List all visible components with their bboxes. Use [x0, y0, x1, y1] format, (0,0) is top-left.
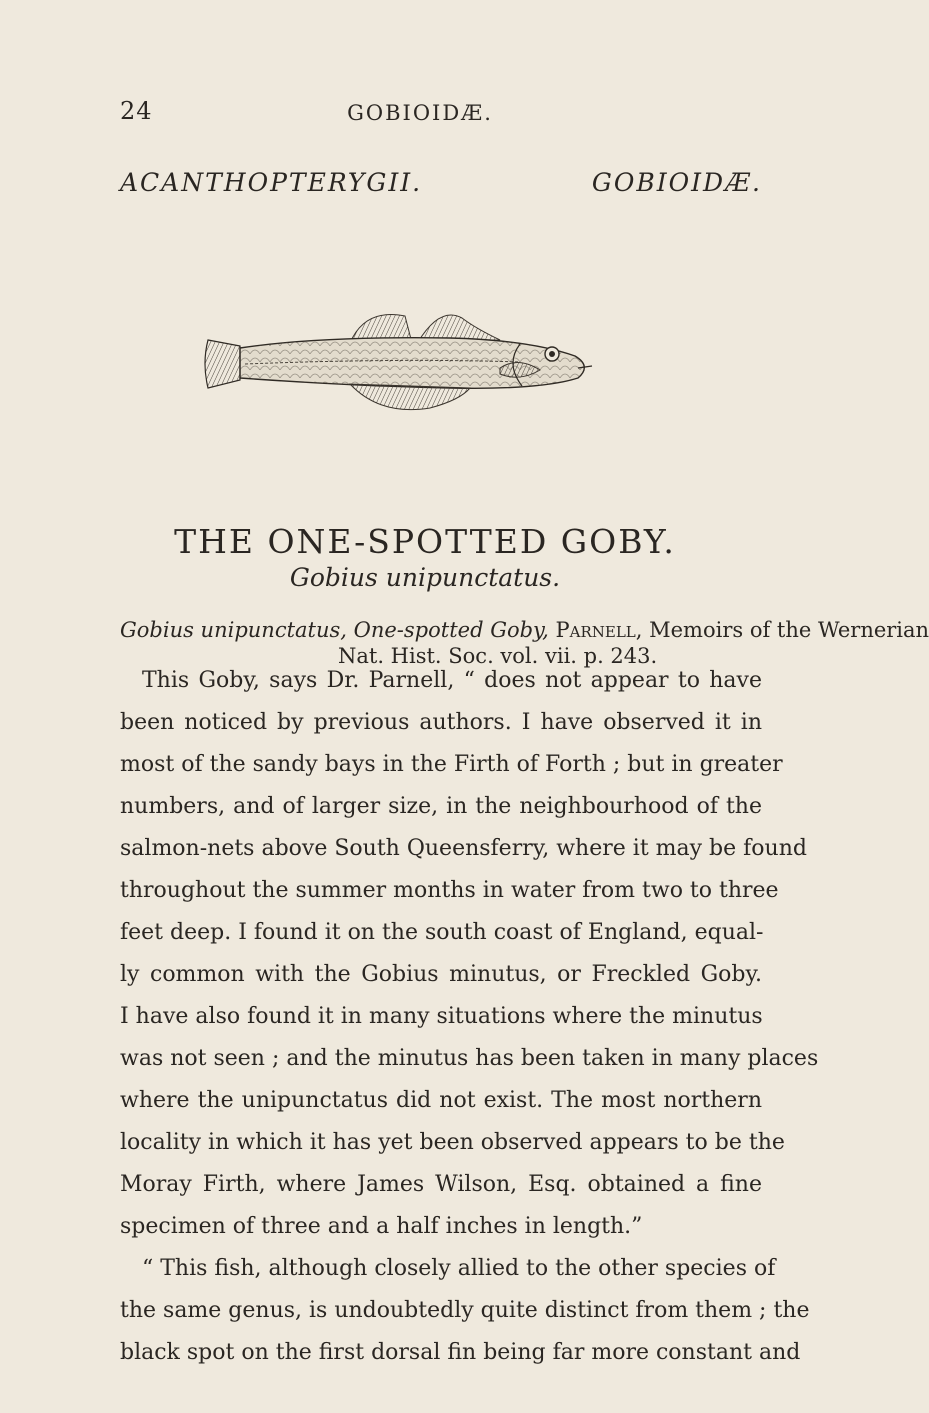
body-line: “ This fish, although closely allied to the other species of	[142, 1256, 776, 1281]
body-line: been noticed by previous authors. I have observed it in	[120, 710, 762, 735]
citation-common: One-spotted Goby,	[353, 618, 549, 642]
body-line: most of the sandy bays in the Firth of Forth ; but in greater	[120, 752, 783, 777]
body-line: Moray Firth, where James Wilson, Esq. obtained a fine	[120, 1172, 762, 1197]
body-line: black spot on the first dorsal fin being far more constant and	[120, 1340, 801, 1365]
fish-engraving-icon	[200, 298, 600, 418]
body-line: was not seen ; and the minutus has been taken in many places	[120, 1046, 819, 1071]
citation-author: Parnell,	[555, 618, 643, 642]
page-number: 24	[120, 97, 153, 125]
body-line: specimen of three and a half inches in length.”	[120, 1214, 643, 1239]
body-line: throughout the summer months in water from two to three	[120, 878, 779, 903]
citation-line-2: Nat. Hist. Soc. vol. vii. p. 243.	[338, 644, 658, 668]
citation-line-1	[120, 617, 929, 643]
body-line: This Goby, says Dr. Parnell, “ does not appear to have	[142, 668, 762, 693]
body-text	[120, 660, 819, 1374]
citation-latin: Gobius unipunctatus,	[120, 618, 347, 642]
latin-name: Gobius unipunctatus.	[289, 563, 561, 592]
body-line: ly common with the Gobius minutus, or Freckled Goby.	[120, 962, 762, 987]
citation-source: Memoirs of the Wernerian	[649, 618, 929, 642]
body-line: feet deep. I found it on the south coast of England, equal-	[120, 920, 764, 945]
species-title: THE ONE-SPOTTED GOBY.	[174, 522, 676, 561]
body-line: locality in which it has yet been observed appears to be the	[120, 1130, 785, 1155]
body-line: I have also found it in many situations where the minutus	[120, 1004, 763, 1029]
body-line: numbers, and of larger size, in the neighbourhood of the	[120, 794, 762, 819]
running-title: GOBIOIDÆ.	[347, 101, 493, 125]
family-name: GOBIOIDÆ.	[591, 168, 762, 197]
order-name: ACANTHOPTERYGII.	[120, 168, 423, 197]
body-line: the same genus, is undoubtedly quite distinct from them ; the	[120, 1298, 810, 1323]
body-line: where the unipunctatus did not exist. The most northern	[120, 1088, 762, 1113]
body-line: salmon-nets above South Queensferry, where it may be found	[120, 836, 807, 861]
running-head	[120, 97, 680, 127]
